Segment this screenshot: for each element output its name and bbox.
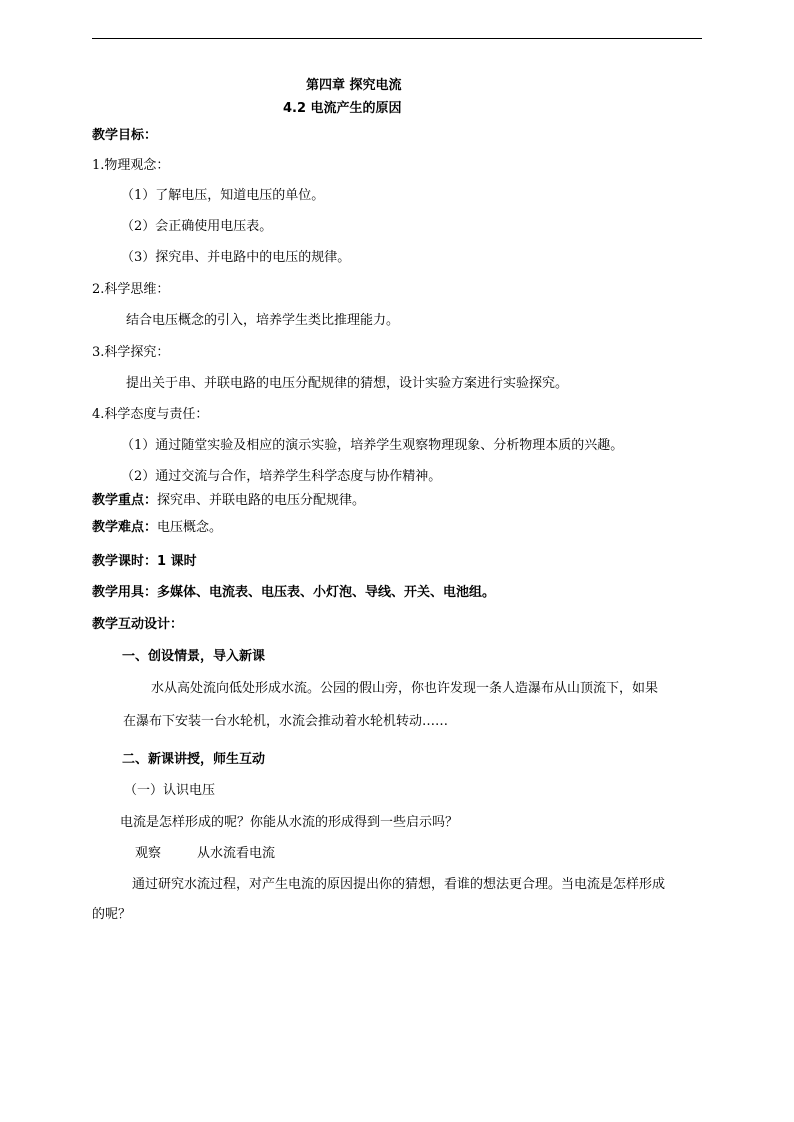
objective-4-item: （1）通过随堂实验及相应的演示实验，培养学生观察物理现象、分析物理本质的兴趣。 (121, 438, 624, 453)
part-2-heading: 二、新课讲授，师生互动 (122, 752, 266, 767)
key-point-text: 探究串、并联电路的电压分配规律。 (157, 493, 366, 508)
tools-text: 多媒体、电流表、电压表、小灯泡、导线、开关、电池组。 (157, 585, 496, 600)
difficulty-text: 电压概念。 (157, 520, 223, 535)
objective-4-item: （2）通过交流与合作，培养学生科学态度与协作精神。 (121, 469, 442, 484)
design-heading: 教学互动设计： (92, 617, 184, 632)
hours-line (92, 553, 197, 571)
final-paragraph-line: 的呢？ (92, 907, 132, 922)
objective-2-text: 结合电压概念的引入，培养学生类比推理能力。 (126, 313, 400, 328)
objective-1-item: （1）了解电压，知道电压的单位。 (121, 188, 325, 203)
objective-1-heading: 1.物理观念： (92, 158, 170, 173)
objective-1-item: （2）会正确使用电压表。 (121, 219, 273, 234)
hours-text: 1 课时 (157, 554, 197, 569)
part-1-heading: 一、创设情景，导入新课 (122, 649, 266, 664)
objective-1-item: （3）探究串、并电路中的电压的规律。 (121, 250, 351, 265)
key-point-label: 教学重点： (92, 493, 158, 508)
difficulty-label: 教学难点： (92, 520, 158, 535)
chapter-title: 第四章 探究电流 (306, 78, 402, 93)
tools-label: 教学用具： (92, 585, 158, 600)
observe-text: 从水流看电流 (197, 846, 276, 861)
difficulty-line (92, 519, 222, 537)
objectives-heading: 教学目标： (92, 128, 158, 143)
part-1-paragraph-line: 在瀑布下安装一台水轮机，水流会推动着水轮机转动…… (123, 714, 449, 729)
objective-2-heading: 2.科学思维： (92, 282, 170, 297)
tools-line (92, 584, 495, 602)
observe-label: 观察 (135, 846, 162, 861)
objective-3-text: 提出关于串、并联电路的电压分配规律的猜想，设计实验方案进行实验探究。 (126, 376, 569, 391)
final-paragraph-line: 通过研究水流过程，对产生电流的原因提出你的猜想，看谁的想法更合理。当电流是怎样形成 (132, 877, 666, 892)
part-1-paragraph-line: 水从高处流向低处形成水流。公园的假山旁，你也许发现一条人造瀑布从山顶流下，如果 (151, 681, 659, 696)
header-rule (92, 38, 702, 39)
subsection-1-heading: （一）认识电压 (124, 783, 216, 798)
key-point-line (92, 492, 365, 510)
subsection-1-question: 电流是怎样形成的呢？你能从水流的形成得到一些启示吗？ (120, 815, 459, 830)
objective-4-heading: 4.科学态度与责任： (92, 407, 209, 422)
section-title: 4.2 电流产生的原因 (283, 101, 402, 116)
objective-3-heading: 3.科学探究： (92, 345, 170, 360)
hours-label: 教学课时： (92, 554, 158, 569)
